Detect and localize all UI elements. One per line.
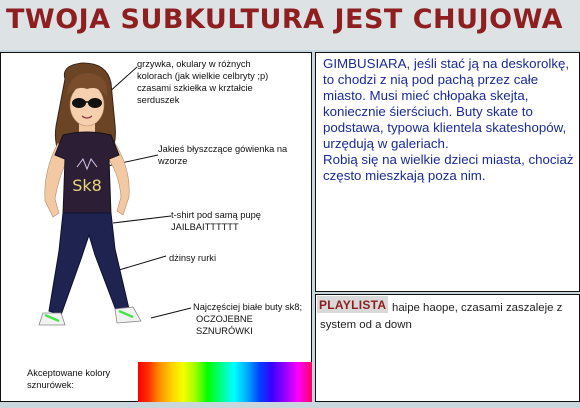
annotation-jeans: dżinsy rurki (169, 253, 217, 263)
annotation-shoes-line1: Najczęściej białe buty sk8; (193, 302, 303, 312)
description-panel (315, 52, 580, 292)
annotation-hair: grzywka, okulary w różnych kolorach (jak wielkie celbryty ;p) czasami szkiełka w krztałcie serduszek (137, 59, 269, 105)
page-title: TWOJA SUBKULTURA JEST CHUJOWA (6, 4, 564, 35)
description-paragraph-2: Robią się na wielkie dzieci miastа, chociaż często mieszkają poza nim. (323, 152, 574, 183)
description-text (323, 56, 575, 184)
leader-shoes (151, 308, 191, 318)
annotation-tshirt: t-shirt pod samą pupę JAILBAITTTTTT (171, 210, 261, 232)
tshirt (55, 132, 119, 215)
title-bar (0, 0, 580, 50)
girl-figure (25, 59, 155, 349)
playlist-panel (315, 294, 580, 402)
right-shoe (115, 307, 141, 323)
jeans (49, 213, 129, 315)
playlist-text: haipe haope, czasami zaszaleje z system od a down (320, 302, 563, 331)
playlist-label: PLAYLISTA (319, 298, 387, 312)
description-paragraph-1: GIMBUSIARA, jeśli stać ją na deskorolkę, to chodzi z nią pod pachą przez całe miasto. Musi mieć chłopaka skejta, koniecznie śierściuch. Buty skate to podstawa, typowa klientela skateshopów, urzędują w galeriach. (323, 56, 570, 151)
annotation-shoes-line2: OCZOJEBNE SZNURÓWKI (196, 314, 253, 336)
annotation-shoes (193, 301, 305, 337)
illustration-panel (0, 52, 312, 402)
lace-color-spectrum (138, 362, 312, 402)
left-shoe (39, 313, 65, 325)
annotation-laces: Akceptowane kolory sznurówek: (27, 368, 111, 390)
shirt-print-text: Sk8 (72, 176, 102, 195)
annotation-shirt-print: Jakieś błyszczące gówienka na wzorze (158, 144, 288, 166)
